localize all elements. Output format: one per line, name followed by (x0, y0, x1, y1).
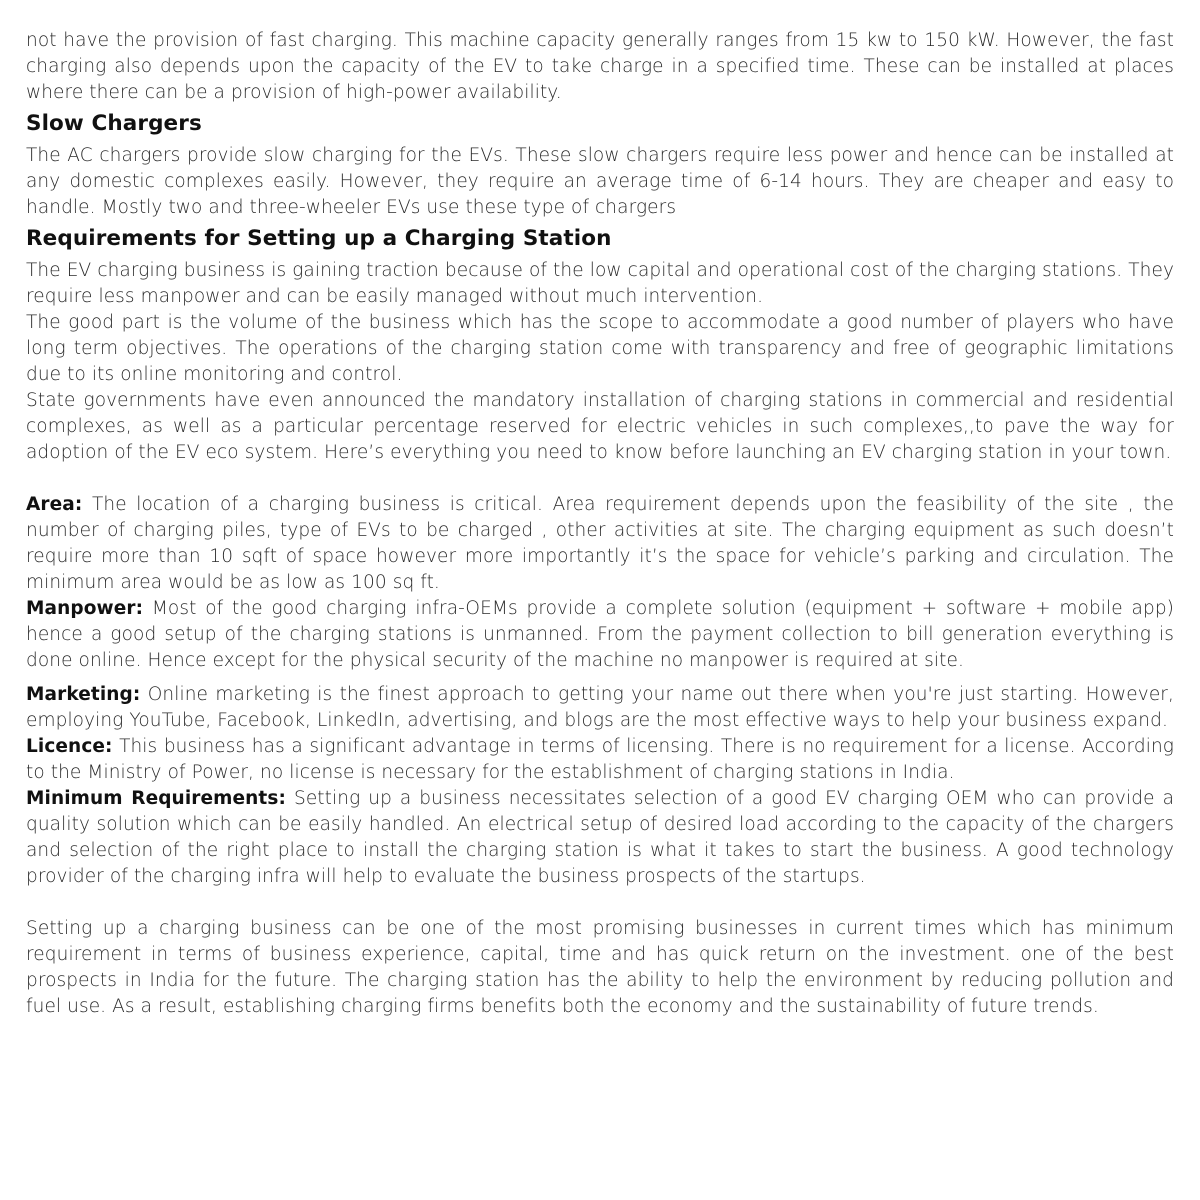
requirements-heading: Requirements for Setting up a Charging Station (26, 226, 612, 251)
document-page (26, 28, 1174, 1020)
requirements-paragraph-1: The EV charging business is gaining traction because of the low capital and operational cost of the charging stations. They require less manpower and can be easily managed without much intervention. (26, 260, 1174, 307)
manpower-item (26, 596, 1174, 674)
marketing-term: Marketing: (26, 684, 141, 705)
manpower-term: Manpower: (26, 598, 144, 619)
section-spacer-2 (26, 890, 1174, 916)
minimum-requirements-term: Minimum Requirements: (26, 788, 286, 809)
area-item (26, 492, 1174, 596)
item-spacer (26, 674, 1174, 682)
licence-term: Licence: (26, 736, 113, 757)
area-text: The location of a charging business is critical. Area requirement depends upon the feasibility of the site , the number of charging piles, type of EVs to be charged , other activities at site. The charging equipment as such doesn’t require more than 10 sqft of space however more importantly it’s the space for vehicle’s parking and circulation. The minimum area would be as low as 100 sq ft. (26, 494, 1174, 593)
licence-text: This business has a significant advantage in terms of licensing. There is no requirement for a license. According to the Ministry of Power, no license is necessary for the establishment of charging stations in India. (26, 736, 1174, 783)
area-term: Area: (26, 494, 83, 515)
requirements-paragraph-3: State governments have even announced the mandatory installation of charging stations in commercial and residential complexes, as well as a particular percentage reserved for electric vehicles in such complexes,,to pave the way for adoption of the EV eco system. Here’s everything you need to know before launching an EV charging station in your town. (26, 390, 1174, 463)
conclusion-paragraph: Setting up a charging business can be one of the most promising businesses in current times which has minimum requirement in terms of business experience, capital, time and has quick return on the investment. one of the best prospects in India for the future. The charging station has the ability to help the environment by reducing pollution and fuel use. As a result, establishing charging firms benefits both the economy and the sustainability of future trends. (26, 918, 1174, 1017)
licence-item (26, 734, 1174, 786)
requirements-paragraph-2: The good part is the volume of the business which has the scope to accommodate a good number of players who have long term objectives. The operations of the charging station come with transparency and free of geographic limitations due to its online monitoring and control. (26, 312, 1174, 385)
slow-chargers-paragraph: The AC chargers provide slow charging for the EVs. These slow chargers require less power and hence can be installed at any domestic complexes easily. However, they require an average time of 6-14 hours. They are cheaper and easy to handle. Mostly two and three-wheeler EVs use these type of chargers (26, 145, 1174, 218)
section-spacer (26, 466, 1174, 492)
marketing-item (26, 682, 1174, 734)
marketing-text: Online marketing is the finest approach to getting your name out there when you're just starting. However, employing YouTube, Facebook, LinkedIn, advertising, and blogs are the most effective ways to help your business expand. (26, 684, 1174, 731)
slow-chargers-heading: Slow Chargers (26, 111, 202, 136)
minimum-requirements-text: Setting up a business necessitates selection of a good EV charging OEM who can provide a quality solution which can be easily handled. An electrical setup of desired load according to the capacity of the chargers and selection of the right place to install the charging station is what it takes to start the business. A good technology provider of the charging infra will help to evaluate the business prospects of the startups. (26, 788, 1175, 887)
manpower-text: Most of the good charging infra-OEMs provide a complete solution (equipment + software + mobile app) hence a good setup of the charging stations is unmanned. From the payment collection to bill generation everything is done online. Hence except for the physical security of the machine no manpower is required at site. (26, 598, 1174, 671)
minimum-requirements-item (26, 786, 1174, 890)
intro-paragraph: not have the provision of fast charging. This machine capacity generally ranges from 15 kw to 150 kW. However, the fast charging also depends upon the capacity of the EV to take charge in a specified time. These can be installed at places where there can be a provision of high-power availability. (26, 30, 1174, 103)
